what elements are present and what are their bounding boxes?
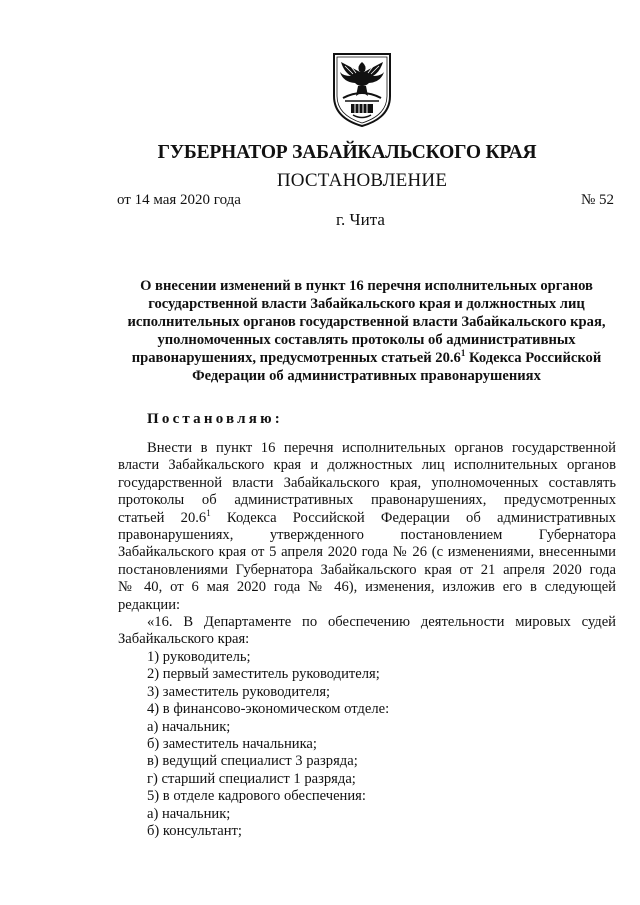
list-item: 2) первый заместитель руководителя;	[147, 666, 380, 683]
body-line: «16. В Департаменте по обеспечению деятельности мировых судей	[147, 614, 616, 631]
subject-line: уполномоченных составлять протоколы об административных	[157, 332, 576, 348]
body-line: редакции:	[118, 596, 181, 613]
document-type: ПОСТАНОВЛЕНИЕ	[276, 170, 448, 191]
body-line: № 40, от 6 мая 2020 года № 46), изменения, изложив его в следующей	[118, 579, 616, 596]
body-line: Внести в пункт 16 перечня исполнительных органов государственной	[147, 440, 616, 456]
body-line: правонарушениях, утвержденного постановлением Губернатора	[118, 527, 616, 544]
list-item: г) старший специалист 1 разряда;	[147, 770, 356, 787]
list-item: 3) заместитель руководителя;	[147, 683, 331, 700]
list-item: 4) в финансово-экономическом отделе:	[147, 701, 390, 718]
superscript: 1	[206, 507, 211, 518]
list-item: б) заместитель начальника;	[147, 735, 317, 752]
subject-text: правонарушениях, предусмотренных статьей 20.6	[131, 350, 461, 366]
body-line: постановлениями Губернатора Забайкальского края от 21 апреля 2020 года	[118, 561, 616, 578]
list-item: а) начальник;	[147, 805, 231, 822]
document-body	[118, 440, 616, 840]
document-city: г. Чита	[336, 210, 385, 229]
subject-line: государственной власти Забайкальского края и должностных лиц	[148, 296, 585, 312]
subject-line	[118, 349, 615, 367]
subject-text: Кодекса Российской	[465, 350, 602, 366]
governor-title: ГУБЕРНАТОР ЗАБАЙКАЛЬСКОГО КРАЯ	[157, 142, 537, 163]
body-line: Забайкальского края:	[118, 631, 250, 648]
subject-line: Федерации об административных правонарушениях	[192, 368, 541, 384]
body-line: протоколы об административных правонарушениях, предусмотренных	[118, 492, 616, 509]
list-item: б) консультант;	[147, 822, 242, 839]
document-date: от 14 мая 2020 года	[117, 192, 241, 208]
list-item: 1) руководитель;	[147, 648, 251, 665]
body-line	[118, 507, 616, 527]
body-text: статьей 20.6	[118, 509, 207, 526]
body-line: власти Забайкальского края и должностных лиц исполнительных органов	[118, 457, 616, 474]
superscript: 1	[460, 348, 466, 358]
body-line: Забайкальского края от 5 апреля 2020 года № 26 (с изменениями, внесенными	[118, 544, 616, 561]
document-number: № 52	[580, 192, 614, 208]
list-item: а) начальник;	[147, 718, 231, 735]
body-line: государственной власти Забайкальского края, уполномоченных составлять	[118, 474, 616, 491]
list-item: в) ведущий специалист 3 разряда;	[147, 753, 358, 770]
coat-of-arms-icon	[331, 52, 393, 128]
subject-line: О внесении изменений в пункт 16 перечня исполнительных органов	[140, 278, 593, 294]
list-item: 5) в отделе кадрового обеспечения:	[147, 788, 366, 805]
resolve-heading: Постановляю:	[147, 411, 283, 427]
document-subject	[118, 277, 615, 385]
subject-line: исполнительных органов государственной власти Забайкальского края,	[127, 314, 606, 330]
body-text: Кодекса Российской Федерации об административных	[210, 509, 616, 526]
